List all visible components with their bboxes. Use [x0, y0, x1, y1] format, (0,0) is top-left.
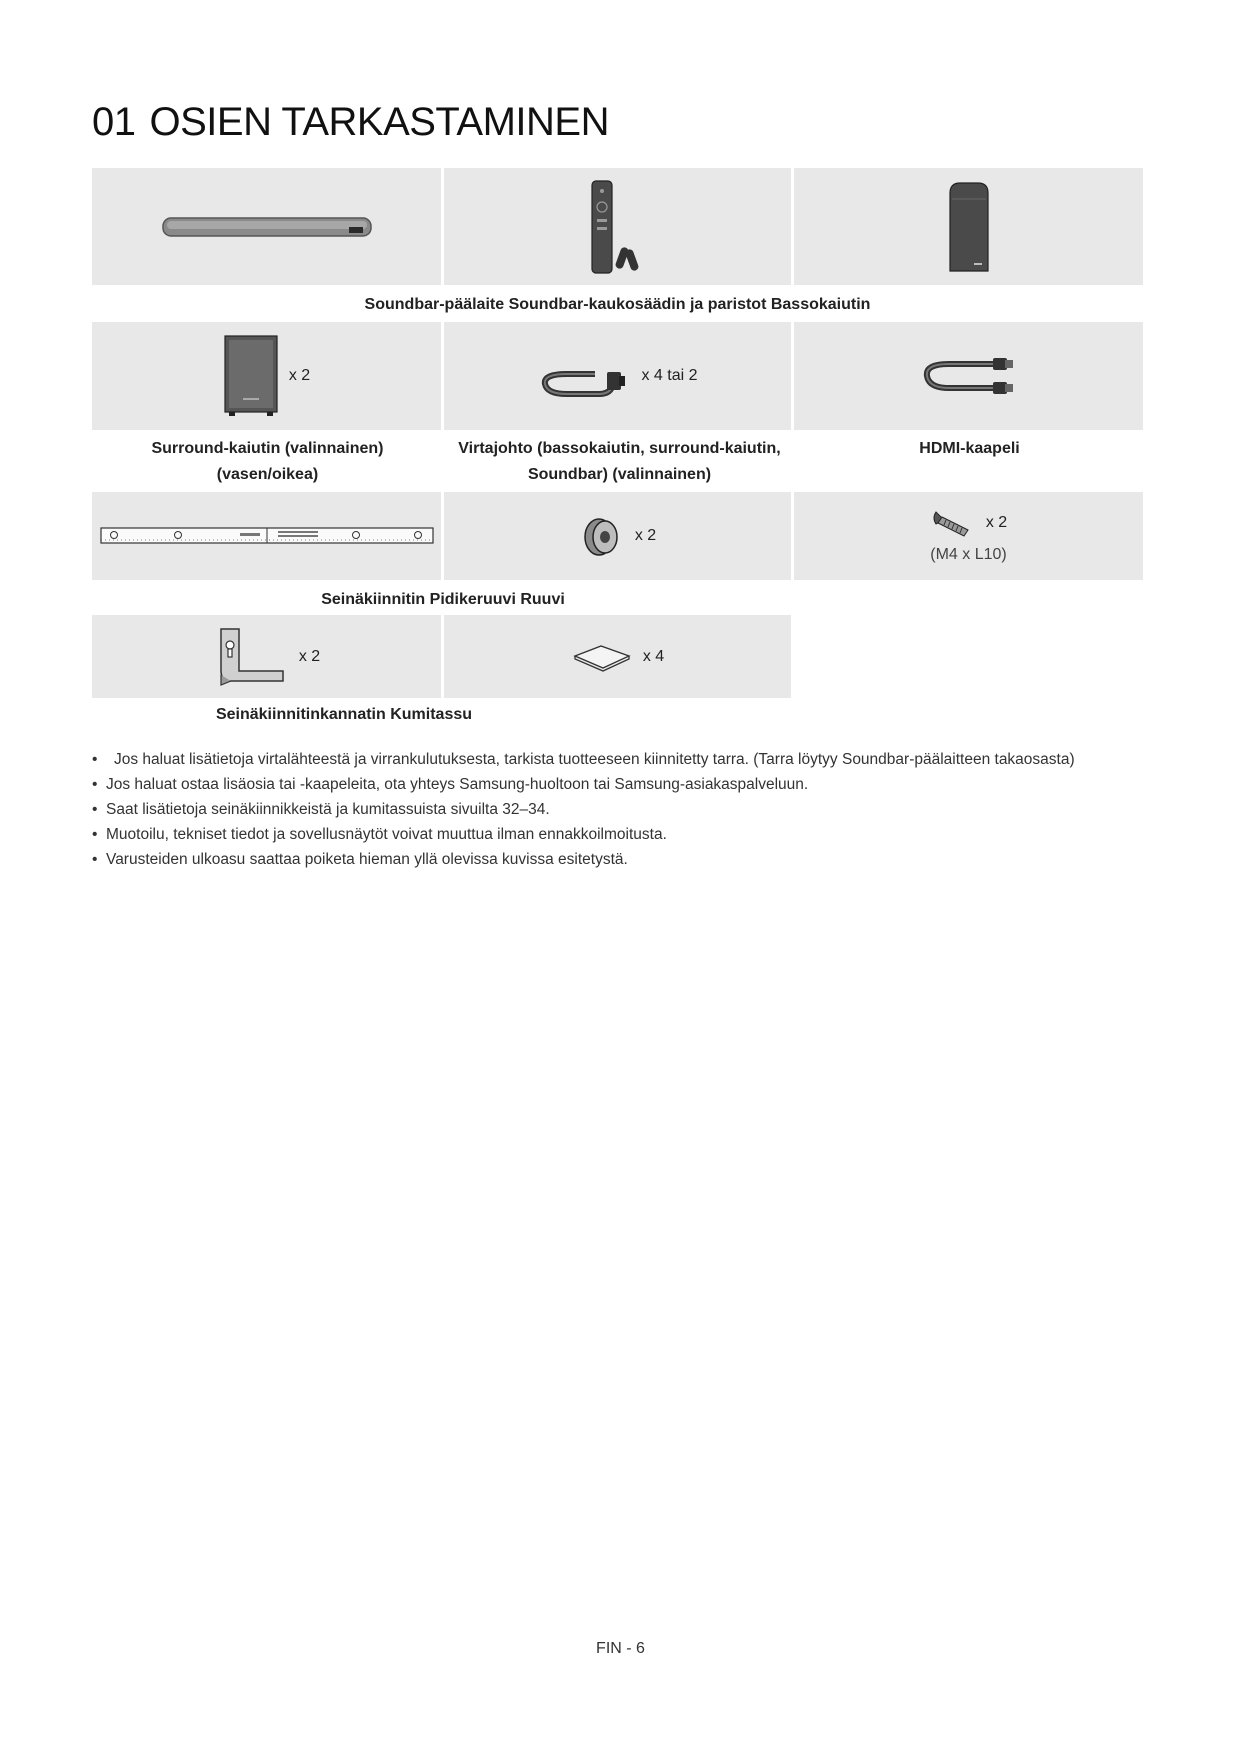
- caption-row-3: Seinäkiinnitin Pidikeruuvi Ruuvi: [321, 591, 565, 608]
- caption-power-cord: [444, 436, 795, 488]
- item-surround-speaker: [92, 322, 441, 430]
- bullet: •: [92, 751, 98, 768]
- page-number: FIN - 6: [596, 1640, 645, 1657]
- page-title: [92, 100, 609, 145]
- caption-row-4: Seinäkiinnitinkannatin Kumitassu: [215, 706, 473, 723]
- note-item: [92, 847, 1212, 872]
- rubber-foot-qty: x 4: [642, 647, 665, 665]
- screw-size: (M4 x L10): [930, 546, 1007, 563]
- caption-line: Virtajohto (bassokaiutin, surround-kaiutin,: [458, 440, 781, 457]
- notes-list: [92, 747, 1212, 872]
- note-text: Varusteiden ulkoasu saattaa poiketa hieman yllä olevissa kuvissa esitetystä.: [106, 851, 628, 868]
- soundbar-icon: [159, 212, 375, 242]
- caption-line: HDMI-kaapeli: [919, 440, 1020, 457]
- bullet: •: [92, 801, 98, 818]
- note-text: Jos haluat ostaa lisäosia tai -kaapeleita, ota yhteys Samsung-huoltoon tai Samsung-asiakaspalveluun.: [106, 776, 809, 793]
- item-rubber-foot: [444, 615, 791, 698]
- caption-surround-speaker: [92, 436, 443, 488]
- remote-control-icon: [588, 177, 648, 277]
- item-wall-mount-guide: [92, 492, 441, 580]
- section-title: OSIEN TARKASTAMINEN: [149, 100, 609, 144]
- power-cord-icon: [537, 354, 631, 398]
- bullet: •: [92, 826, 98, 843]
- item-subwoofer: [794, 168, 1143, 285]
- wall-bracket-icon: [213, 625, 289, 689]
- screw-icon: [930, 508, 976, 538]
- rubber-foot-icon: [571, 642, 633, 672]
- wall-mount-guide-icon: [100, 525, 434, 547]
- caption-line: Surround-kaiutin (valinnainen): [151, 440, 384, 457]
- item-hdmi-cable: [794, 322, 1143, 430]
- caption-line: Soundbar) (valinnainen): [527, 466, 712, 483]
- screw-qty: x 2: [985, 514, 1008, 531]
- note-text: Saat lisätietoja seinäkiinnikkeistä ja kumitassuista sivuilta 32–34.: [106, 801, 550, 818]
- note-item: [92, 747, 1212, 772]
- bullet: •: [92, 851, 98, 868]
- caption-line: (vasen/oikea): [216, 466, 319, 483]
- surround-speaker-icon: [223, 334, 279, 418]
- bullet: •: [92, 776, 98, 793]
- item-holder-screw: [444, 492, 791, 580]
- item-remote: [444, 168, 791, 285]
- note-item: [92, 797, 1212, 822]
- holder-screw-qty: x 2: [634, 527, 657, 544]
- subwoofer-icon: [946, 179, 992, 275]
- hdmi-cable-icon: [921, 354, 1017, 398]
- note-item: [92, 772, 1212, 797]
- surround-speaker-qty: x 2: [288, 367, 311, 384]
- note-text: Muotoilu, tekniset tiedot ja sovellusnäytöt voivat muuttua ilman ennakkoilmoitusta.: [106, 826, 667, 843]
- holder-screw-icon: [579, 513, 625, 559]
- item-screw: [794, 492, 1143, 580]
- caption-hdmi-cable: [794, 436, 1145, 462]
- caption-row-1: Soundbar-päälaite Soundbar-kaukosäädin ja paristot Bassokaiutin: [364, 296, 871, 313]
- wall-bracket-qty: x 2: [298, 647, 321, 665]
- item-power-cord: [444, 322, 791, 430]
- item-wall-bracket: [92, 615, 441, 698]
- note-text: Jos haluat lisätietoja virtalähteestä ja virrankulutuksesta, tarkista tuotteeseen kiinnitetty tarra. (Tarra löytyy Soundbar-päälaitteen takaosasta): [114, 751, 1075, 768]
- power-cord-qty: x 4 tai 2: [641, 367, 698, 384]
- item-soundbar: [92, 168, 441, 285]
- note-item: [92, 822, 1212, 847]
- section-number: 01: [92, 100, 136, 144]
